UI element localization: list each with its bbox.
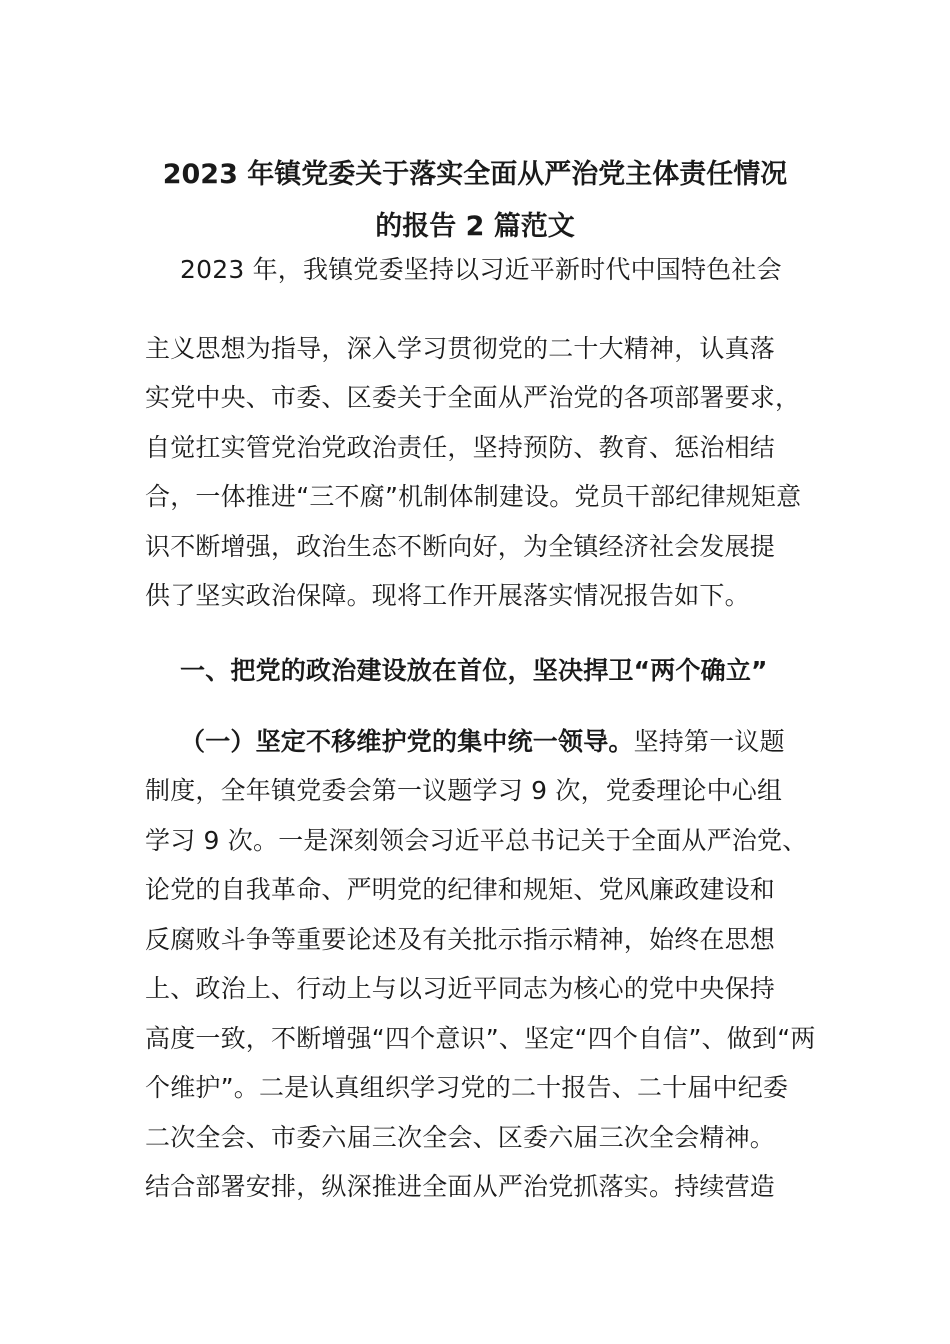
subsection-line: 高度一致，不断增强“四个意识”、坚定“四个自信”、做到“两 xyxy=(145,1024,816,1053)
intro-line: 2023 年，我镇党委坚持以习近平新时代中国特色社会 xyxy=(180,255,782,284)
intro-line: 自觉扛实管党治党政治责任，坚持预防、教育、惩治相结 xyxy=(145,433,776,462)
intro-line: 主义思想为指导，深入学习贯彻党的二十大精神，认真落 xyxy=(145,334,776,363)
subsection-line: 制度，全年镇党委会第一议题学习 9 次，党委理论中心组 xyxy=(145,776,783,805)
subsection-line: 反腐败斗争等重要论述及有关批示指示精神，始终在思想 xyxy=(145,925,776,954)
subsection-first-line xyxy=(180,726,785,758)
document-title-line-1: 2023 年镇党委关于落实全面从严治党主体责任情况 xyxy=(162,159,788,190)
subsection-line: 上、政治上、行动上与以习近平同志为核心的党中央保持 xyxy=(145,974,776,1003)
document-title-line-2: 的报告 2 篇范文 xyxy=(375,211,575,242)
intro-line: 识不断增强，政治生态不断向好，为全镇经济社会发展提 xyxy=(145,532,776,561)
subsection-line: 结合部署安排，纵深推进全面从严治党抓落实。持续营造 xyxy=(145,1172,776,1201)
intro-line: 实党中央、市委、区委关于全面从严治党的各项部署要求， xyxy=(145,383,801,412)
subsection-first-line-text: 坚持第一议题 xyxy=(633,727,785,756)
subsection-line: 学习 9 次。一是深刻领会习近平总书记关于全面从严治党、 xyxy=(145,826,808,855)
subsection-line: 论党的自我革命、严明党的纪律和规矩、党风廉政建设和 xyxy=(145,875,776,904)
subsection-line: 个维护”。二是认真组织学习党的二十报告、二十届中纪委 xyxy=(145,1073,789,1102)
subsection-line: 二次全会、市委六届三次全会、区委六届三次全会精神。 xyxy=(145,1123,776,1152)
section-heading: 一、把党的政治建设放在首位，坚决捍卫“两个确立” xyxy=(180,656,768,685)
intro-line: 供了坚实政治保障。现将工作开展落实情况报告如下。 xyxy=(145,581,750,610)
intro-line: 合，一体推进“三不腐”机制体制建设。党员干部纪律规矩意 xyxy=(145,482,802,511)
subsection-label: （一）坚定不移维护党的集中统一领导。 xyxy=(180,727,634,756)
